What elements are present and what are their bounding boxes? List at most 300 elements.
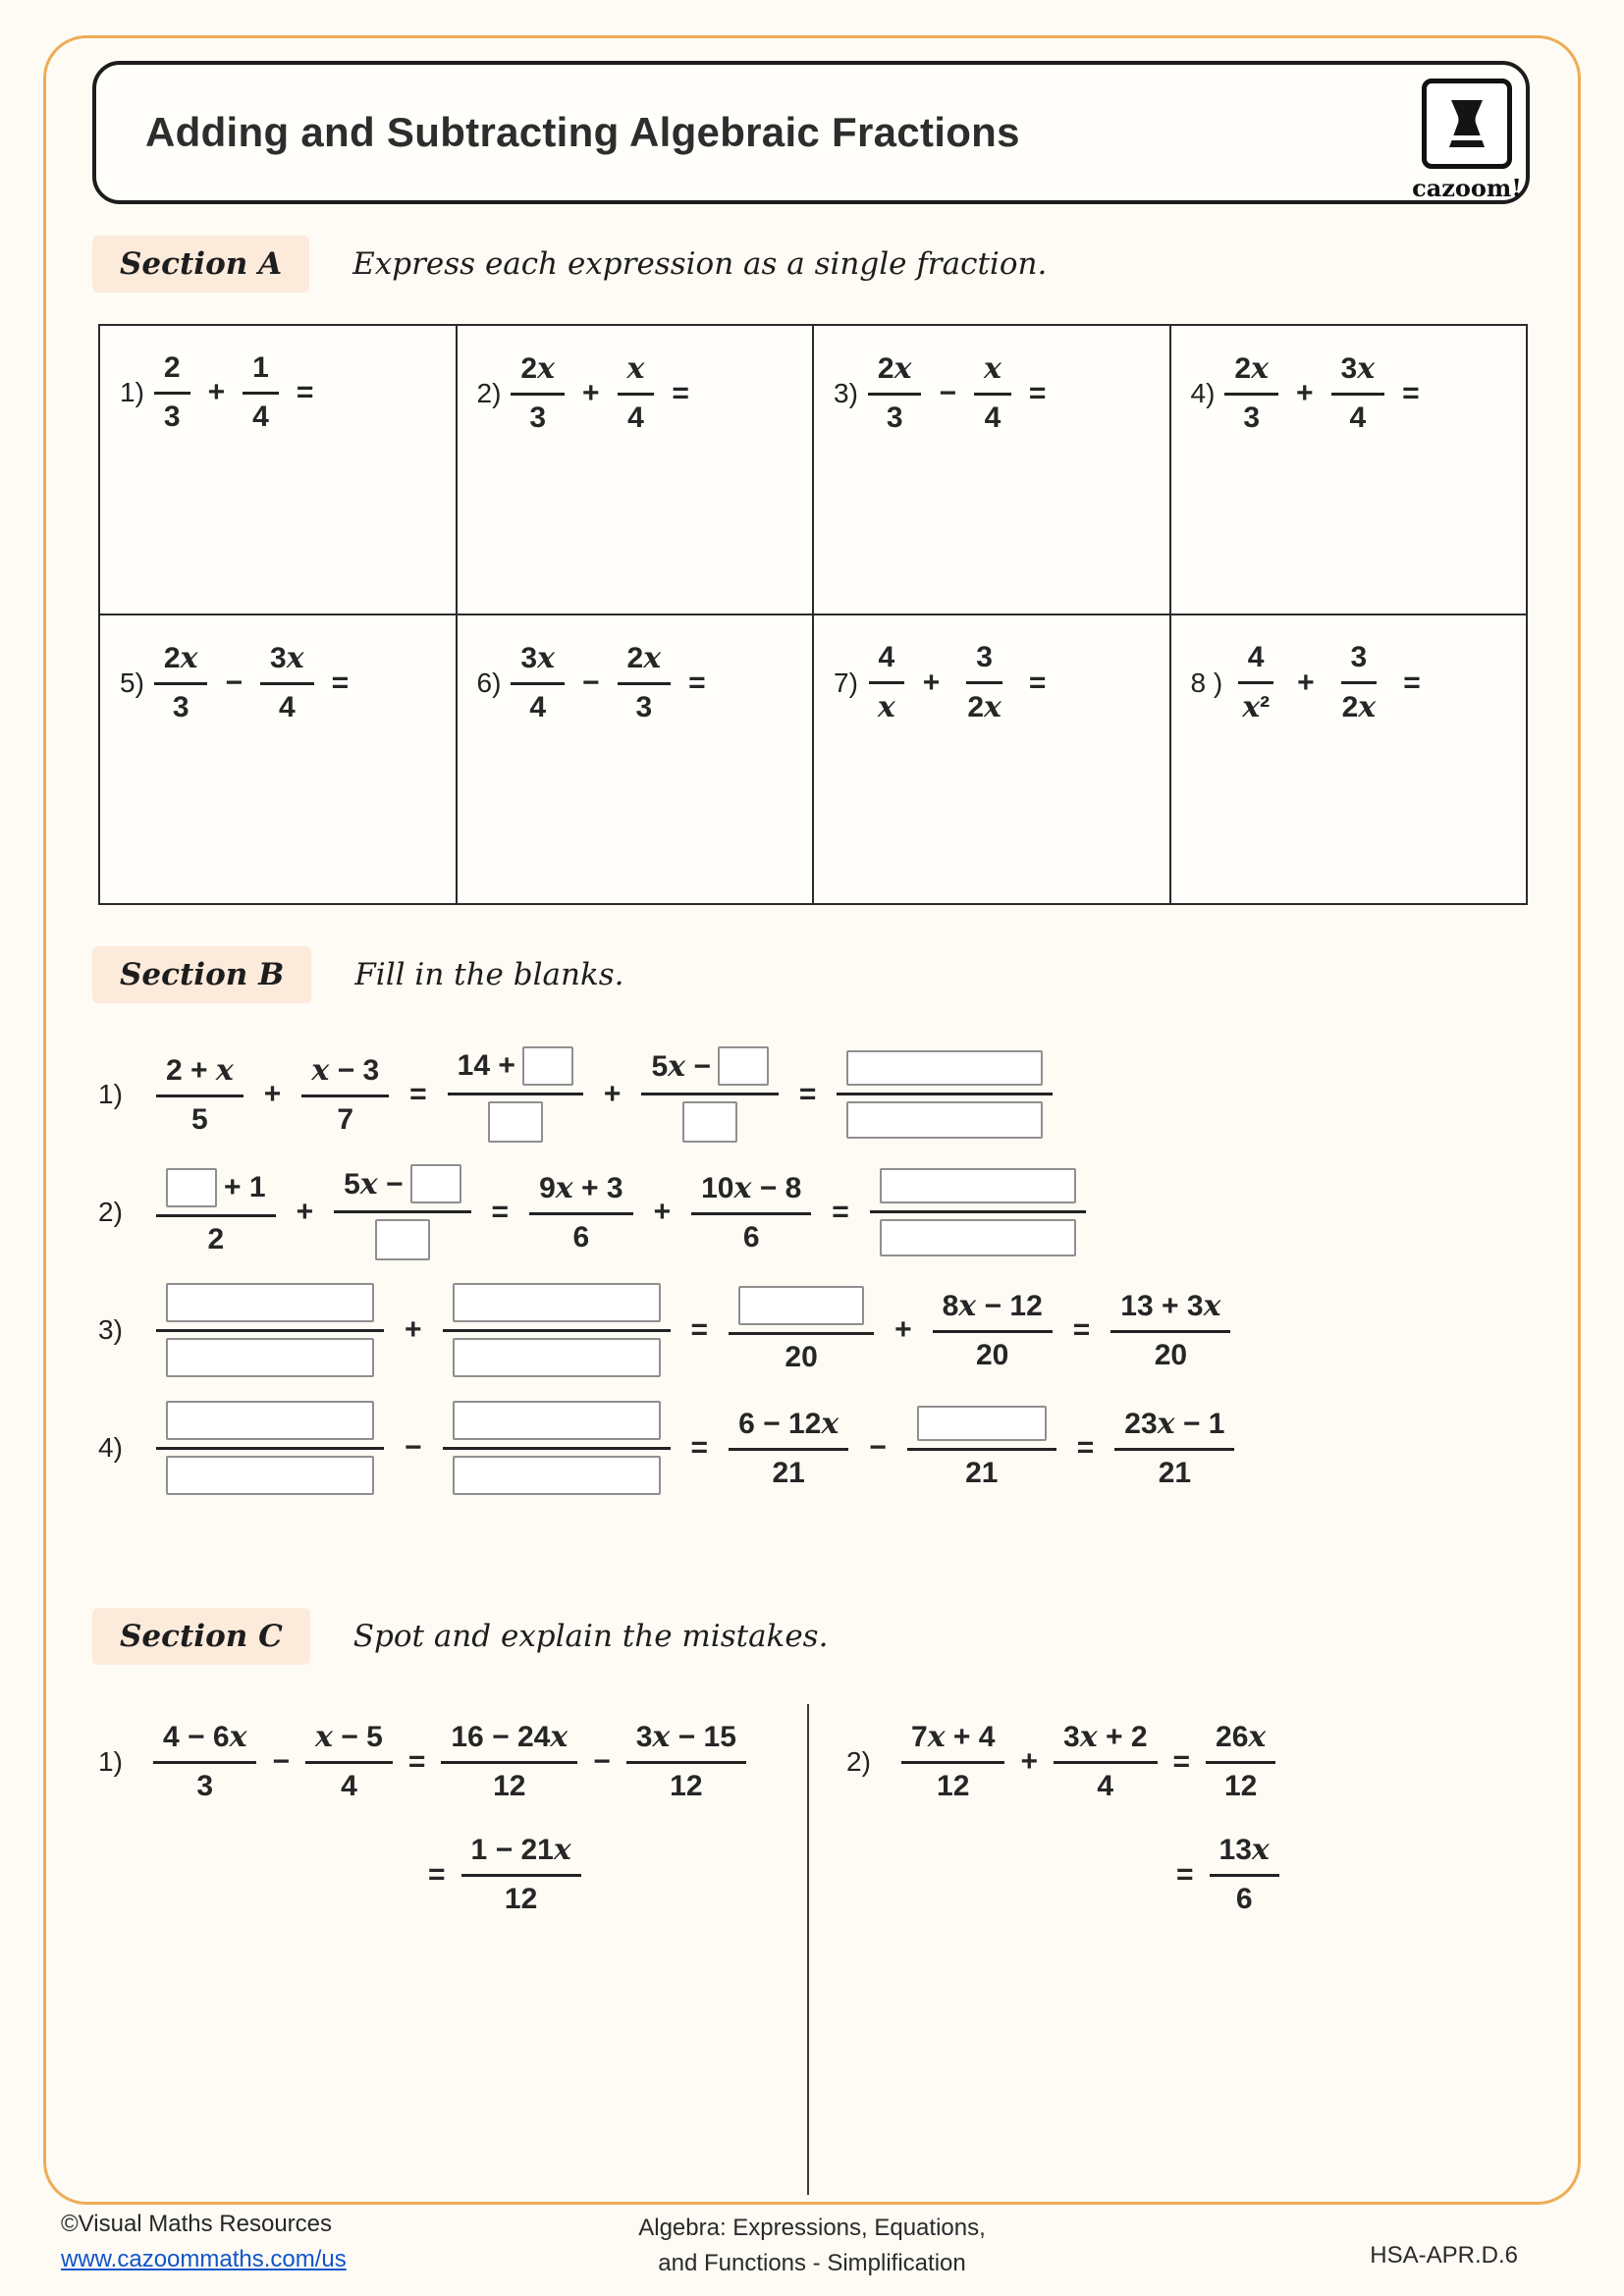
problem-number: 4) xyxy=(1190,377,1216,408)
problem-number: 1) xyxy=(120,377,144,407)
fraction-numerator xyxy=(448,1046,583,1095)
section-a-problem-cell xyxy=(99,614,457,904)
answer-blank[interactable] xyxy=(917,1406,1047,1441)
math-text: x xyxy=(877,690,895,724)
fraction-numerator xyxy=(305,1720,393,1764)
math-text: 26x xyxy=(1216,1720,1267,1754)
math-text: 4 xyxy=(1247,641,1265,673)
math-text: 4 xyxy=(984,401,1001,434)
section-a-problem-cell xyxy=(1170,325,1528,614)
math-text: 2x xyxy=(163,641,198,675)
fraction-denominator xyxy=(243,395,279,434)
section-a-header xyxy=(92,236,1047,293)
fraction xyxy=(461,1833,581,1916)
section-c-equation-line xyxy=(422,1833,791,1916)
fraction-numerator xyxy=(868,351,922,396)
fraction xyxy=(1114,1407,1234,1490)
math-text: 12 xyxy=(504,1883,538,1915)
math-operator: = xyxy=(428,1857,446,1891)
math-text: 3x xyxy=(520,641,555,675)
math-text: + 1 xyxy=(224,1171,266,1203)
website-link[interactable]: www.cazoommaths.com/us xyxy=(61,2246,347,2272)
fraction-numerator xyxy=(260,641,314,685)
math-text: 21 xyxy=(965,1457,999,1489)
section-c-header xyxy=(92,1608,828,1665)
fraction xyxy=(974,351,1011,435)
math-text: 5x − xyxy=(651,1048,711,1084)
math-text: 3 xyxy=(172,691,189,723)
fraction-denominator xyxy=(331,1764,367,1803)
fraction-denominator xyxy=(519,685,556,724)
section-b-instruction: Fill in the blanks. xyxy=(354,957,624,992)
section-a-problem-cell xyxy=(457,325,814,614)
section-a-problem-cell xyxy=(1170,614,1528,904)
math-text: 8x − 12 xyxy=(942,1288,1043,1323)
fraction xyxy=(618,641,672,724)
problem-number: 2) xyxy=(476,377,502,408)
math-operator: = xyxy=(690,1313,709,1346)
fraction-denominator xyxy=(660,1764,712,1803)
math-text: 7 xyxy=(337,1102,354,1136)
math-operator: = xyxy=(407,1744,426,1778)
math-text: 4 xyxy=(278,691,296,723)
math-operator: = xyxy=(296,376,314,408)
section-a-grid xyxy=(98,324,1528,905)
answer-blank[interactable] xyxy=(166,1168,217,1207)
math-text: 3 xyxy=(886,401,903,434)
math-text: 3 xyxy=(635,691,653,723)
fraction xyxy=(729,1407,848,1490)
fraction xyxy=(1224,351,1278,435)
problem-number: 7) xyxy=(834,667,858,698)
math-operator: = xyxy=(491,1196,510,1228)
answer-blank[interactable] xyxy=(522,1046,573,1086)
problem-number: 3) xyxy=(98,1314,123,1345)
fraction xyxy=(156,1283,384,1377)
fraction-denominator xyxy=(775,1335,827,1374)
fraction-denominator xyxy=(927,1764,979,1803)
problem-expression xyxy=(477,641,805,724)
answer-blank[interactable] xyxy=(410,1164,461,1203)
math-operator: = xyxy=(1172,1744,1191,1778)
fraction xyxy=(156,1053,244,1137)
fraction-denominator xyxy=(966,1333,1018,1372)
section-b-problem-row xyxy=(98,1282,1542,1378)
math-text: 4 xyxy=(627,401,644,434)
answer-blank[interactable] xyxy=(375,1219,430,1260)
problem-number: 4) xyxy=(98,1432,123,1463)
fraction-numerator xyxy=(1331,351,1385,396)
fraction-denominator xyxy=(868,684,905,724)
fraction-numerator xyxy=(729,1407,848,1451)
problem-number: 3) xyxy=(834,377,858,408)
math-text: 6 xyxy=(1235,1883,1253,1915)
math-text: x xyxy=(984,351,1001,386)
math-operator: + xyxy=(653,1196,672,1228)
math-text: 6 xyxy=(742,1220,760,1254)
math-operator: = xyxy=(331,666,350,699)
math-text: 12 xyxy=(1223,1770,1258,1802)
fraction xyxy=(957,641,1011,724)
fraction-denominator xyxy=(1233,396,1270,435)
math-text: 7x + 4 xyxy=(911,1720,996,1754)
math-text: 4 xyxy=(252,400,269,433)
math-operator: = xyxy=(1072,1313,1091,1346)
section-c-label: Section C xyxy=(92,1608,310,1665)
category-line-1: Algebra: Expressions, Equations, xyxy=(638,2215,986,2241)
answer-blank[interactable] xyxy=(166,1338,374,1377)
answer-blank[interactable] xyxy=(488,1101,543,1143)
math-operator: + xyxy=(296,1196,314,1228)
math-text: 10x − 8 xyxy=(701,1170,802,1205)
math-operator: = xyxy=(832,1196,849,1228)
fraction xyxy=(511,641,565,724)
fraction xyxy=(691,1171,811,1255)
fraction xyxy=(156,1168,276,1256)
section-c-instruction: Spot and explain the mistakes. xyxy=(352,1619,829,1654)
math-text: 23x − 1 xyxy=(1124,1406,1225,1441)
math-operator: − xyxy=(225,666,244,699)
fraction xyxy=(301,1053,389,1137)
fraction xyxy=(154,641,208,724)
fraction xyxy=(441,1720,577,1803)
fraction xyxy=(448,1046,583,1143)
problem-number: 2) xyxy=(846,1745,871,1777)
fraction-numerator xyxy=(243,351,279,395)
fraction xyxy=(1331,351,1385,435)
problem-number: 5) xyxy=(120,667,144,698)
fraction xyxy=(641,1046,778,1143)
section-b-problem-row xyxy=(98,1400,1542,1496)
fraction xyxy=(1210,1833,1279,1916)
math-text: 2 xyxy=(163,351,181,384)
math-text: 13x xyxy=(1218,1833,1270,1867)
fraction-denominator xyxy=(625,685,662,724)
cazoom-logo xyxy=(1410,79,1524,202)
fraction xyxy=(901,1720,1004,1803)
fraction-numerator xyxy=(1114,1407,1234,1451)
standard-code: HSA-APR.D.6 xyxy=(1370,2242,1518,2269)
math-text: 12 xyxy=(493,1770,526,1802)
fraction-denominator xyxy=(673,1095,747,1143)
fraction xyxy=(156,1401,384,1495)
problem-number: 1) xyxy=(98,1079,123,1109)
problem-expression xyxy=(120,641,448,724)
fraction-numerator xyxy=(1341,641,1378,684)
section-c-equation-line xyxy=(1170,1833,1528,1916)
fraction xyxy=(626,1720,746,1803)
fraction xyxy=(154,351,190,434)
section-c-column-divider xyxy=(807,1704,809,2195)
math-operator: = xyxy=(1028,666,1047,699)
fraction-denominator xyxy=(1232,684,1279,724)
math-operator: + xyxy=(207,376,226,408)
math-text: 3x xyxy=(270,641,304,675)
fraction xyxy=(1054,1720,1157,1803)
answer-blank[interactable] xyxy=(166,1456,374,1495)
math-operator: + xyxy=(894,1313,912,1346)
problem-expression xyxy=(1191,351,1519,435)
math-text: 21 xyxy=(772,1456,805,1489)
fraction-numerator xyxy=(870,1168,1086,1213)
fraction-denominator xyxy=(955,1451,1007,1490)
fraction-denominator xyxy=(269,685,305,724)
copyright-text: ©Visual Maths Resources xyxy=(61,2211,333,2237)
section-b-problem-row xyxy=(98,1164,1542,1260)
fraction-numerator xyxy=(1110,1289,1230,1333)
math-operator: + xyxy=(1297,666,1315,699)
math-text: 21 xyxy=(1158,1456,1192,1489)
cazoom-logo-wordmark: cazoom! xyxy=(1412,174,1522,202)
math-text: 20 xyxy=(785,1341,818,1373)
section-c-equation-line xyxy=(846,1720,1528,1803)
fraction xyxy=(868,351,922,435)
problem-expression xyxy=(120,351,448,434)
answer-blank[interactable] xyxy=(166,1401,374,1440)
math-text: 5x − xyxy=(344,1166,404,1201)
fraction-numerator xyxy=(153,1720,256,1764)
math-text: 3x − 15 xyxy=(635,1720,736,1754)
answer-blank[interactable] xyxy=(738,1286,864,1325)
section-c-problem-1 xyxy=(98,1720,791,1916)
fraction xyxy=(868,641,905,724)
fraction-numerator xyxy=(691,1171,811,1215)
fraction-numerator xyxy=(461,1833,581,1877)
answer-blank[interactable] xyxy=(453,1283,661,1322)
answer-blank[interactable] xyxy=(453,1401,661,1440)
fraction-numerator xyxy=(156,1168,276,1217)
math-text: 3x + 2 xyxy=(1063,1720,1148,1754)
fraction-denominator xyxy=(1215,1764,1267,1803)
problem-number: 6) xyxy=(476,667,502,698)
fraction-numerator xyxy=(974,351,1011,396)
math-operator: = xyxy=(1176,1857,1194,1891)
fraction-numerator xyxy=(511,641,565,685)
cazoom-logo-icon xyxy=(1422,79,1512,169)
fraction-denominator xyxy=(483,1764,535,1803)
math-operator: − xyxy=(405,1431,422,1464)
fraction-numerator xyxy=(1054,1720,1157,1764)
fraction-numerator xyxy=(154,351,190,395)
section-a-problem-cell xyxy=(813,325,1170,614)
math-text: 2 + x xyxy=(166,1052,234,1088)
fraction-denominator xyxy=(957,684,1011,724)
fraction xyxy=(334,1164,470,1260)
math-text: x² xyxy=(1242,690,1271,724)
fraction-denominator xyxy=(563,1215,599,1255)
fraction-numerator xyxy=(1224,351,1278,396)
fraction-denominator xyxy=(156,1332,384,1377)
math-text: 3 xyxy=(976,641,993,673)
fraction-denominator xyxy=(197,1217,234,1256)
fraction xyxy=(618,351,655,435)
math-operator: = xyxy=(1028,376,1047,409)
math-text: 2x xyxy=(877,351,912,386)
fraction-numerator xyxy=(154,641,208,685)
fraction-numerator xyxy=(1206,1720,1275,1764)
fraction-denominator xyxy=(870,1213,1086,1256)
section-a-problem-cell xyxy=(99,325,457,614)
fraction-numerator xyxy=(156,1053,244,1097)
fraction-denominator xyxy=(443,1450,671,1495)
math-operator: + xyxy=(1020,1744,1039,1778)
math-text: 13 + 3x xyxy=(1120,1288,1221,1323)
answer-blank[interactable] xyxy=(880,1219,1076,1256)
math-text: 3 xyxy=(529,401,547,434)
math-text: 2x xyxy=(1234,351,1269,386)
math-operator: + xyxy=(922,666,941,699)
problem-expression xyxy=(834,641,1162,724)
answer-blank[interactable] xyxy=(453,1338,661,1377)
fraction-denominator xyxy=(443,1332,671,1377)
answer-blank[interactable] xyxy=(166,1283,374,1322)
math-operator: − xyxy=(272,1744,291,1778)
fraction-numerator xyxy=(156,1283,384,1332)
fraction xyxy=(243,351,279,434)
fraction xyxy=(837,1050,1053,1139)
fraction xyxy=(511,351,565,435)
fraction-numerator xyxy=(441,1720,577,1764)
answer-blank[interactable] xyxy=(880,1168,1076,1203)
answer-blank[interactable] xyxy=(846,1050,1043,1086)
math-text: 4 xyxy=(1097,1770,1114,1802)
fraction-denominator xyxy=(1087,1764,1123,1803)
math-text: 9x + 3 xyxy=(539,1170,623,1205)
math-text: 4 xyxy=(1349,401,1367,434)
fraction xyxy=(260,641,314,724)
fraction-numerator xyxy=(443,1401,671,1450)
math-text: 2x xyxy=(1341,690,1377,724)
section-b-label: Section B xyxy=(92,946,311,1003)
fraction-denominator xyxy=(156,1450,384,1495)
fraction xyxy=(305,1720,393,1803)
fraction-denominator xyxy=(154,395,190,434)
problem-expression xyxy=(834,351,1162,435)
fraction-numerator xyxy=(966,641,1002,684)
answer-blank[interactable] xyxy=(846,1101,1043,1139)
math-text: 2x xyxy=(967,690,1001,724)
fraction xyxy=(870,1168,1086,1256)
header-box xyxy=(92,61,1530,204)
fraction xyxy=(907,1406,1056,1490)
fraction-numerator xyxy=(837,1050,1053,1095)
math-text: 2x xyxy=(626,641,662,675)
math-text: 14 + xyxy=(457,1049,515,1082)
fraction-numerator xyxy=(529,1171,632,1215)
math-text: 2 xyxy=(207,1223,225,1255)
math-text: x − 5 xyxy=(315,1720,383,1754)
math-operator: + xyxy=(263,1078,282,1110)
fraction-denominator xyxy=(877,396,913,435)
math-operator: = xyxy=(409,1078,427,1110)
math-text: 12 xyxy=(670,1770,703,1802)
problem-number: 1) xyxy=(98,1745,123,1777)
math-operator: + xyxy=(581,376,600,409)
fraction xyxy=(153,1720,256,1803)
fraction-denominator xyxy=(163,685,199,724)
fraction-numerator xyxy=(511,351,565,396)
math-text: 2x xyxy=(520,351,555,386)
math-operator: − xyxy=(939,376,957,409)
section-a-instruction: Express each expression as a single fraction. xyxy=(352,246,1048,282)
answer-blank[interactable] xyxy=(682,1101,737,1143)
fraction xyxy=(933,1289,1053,1372)
math-text: 3 xyxy=(163,400,181,433)
math-operator: = xyxy=(690,1431,709,1464)
math-operator: = xyxy=(798,1078,817,1110)
fraction-numerator xyxy=(641,1046,778,1095)
section-a-problem-cell xyxy=(457,614,814,904)
fraction-denominator xyxy=(187,1764,223,1803)
fraction-numerator xyxy=(729,1286,874,1335)
fraction-denominator xyxy=(762,1451,814,1490)
math-text: 6 xyxy=(572,1220,590,1254)
math-operator: + xyxy=(603,1078,622,1110)
fraction xyxy=(1206,1720,1275,1803)
fraction xyxy=(1332,641,1386,724)
fraction-numerator xyxy=(1210,1833,1279,1877)
math-text: x − 3 xyxy=(311,1052,380,1088)
math-text: x xyxy=(626,351,645,386)
fraction-denominator xyxy=(1145,1333,1197,1372)
fraction-denominator xyxy=(1339,396,1376,435)
fraction-denominator xyxy=(1332,684,1386,724)
fraction-numerator xyxy=(301,1053,389,1097)
fraction-numerator xyxy=(443,1283,671,1332)
fraction xyxy=(729,1286,874,1374)
problem-number: 8 ) xyxy=(1190,667,1223,698)
section-a-problem-cell xyxy=(813,614,1170,904)
fraction xyxy=(443,1401,671,1495)
fraction-numerator xyxy=(901,1720,1004,1764)
math-operator: = xyxy=(1076,1431,1095,1464)
math-text: 4 xyxy=(878,641,895,673)
section-c-problem-2 xyxy=(846,1720,1528,1916)
fraction-numerator xyxy=(933,1289,1053,1333)
math-text: 4 xyxy=(529,691,547,723)
math-operator: − xyxy=(581,666,600,699)
section-b-header xyxy=(92,946,624,1003)
section-a-label: Section A xyxy=(92,236,309,293)
math-text: 3 xyxy=(196,1770,214,1802)
answer-blank[interactable] xyxy=(718,1046,769,1086)
math-text: 1 − 21x xyxy=(470,1833,571,1867)
fraction-denominator xyxy=(1149,1451,1201,1490)
fraction-numerator xyxy=(907,1406,1056,1451)
fraction-denominator xyxy=(519,396,556,435)
fraction-denominator xyxy=(478,1095,553,1143)
math-text: 4 − 6x xyxy=(163,1720,247,1754)
math-text: 6 − 12x xyxy=(738,1406,839,1441)
section-c-equation-line xyxy=(98,1720,791,1803)
math-text: 1 xyxy=(252,351,269,384)
math-text: 4 xyxy=(341,1770,357,1802)
fraction-denominator xyxy=(618,396,654,435)
math-text: 5 xyxy=(191,1102,208,1136)
fraction-numerator xyxy=(156,1401,384,1450)
math-text: 3x xyxy=(1340,351,1376,386)
fraction-numerator xyxy=(334,1164,470,1213)
math-operator: = xyxy=(1403,666,1421,699)
answer-blank[interactable] xyxy=(453,1456,661,1495)
math-operator: − xyxy=(869,1431,887,1464)
fraction-denominator xyxy=(1226,1877,1263,1916)
math-operator: − xyxy=(593,1744,611,1778)
fraction-numerator xyxy=(618,351,655,396)
fraction-denominator xyxy=(733,1215,770,1255)
category-line-2: and Functions - Simplification xyxy=(658,2250,966,2276)
math-operator: = xyxy=(672,376,689,409)
